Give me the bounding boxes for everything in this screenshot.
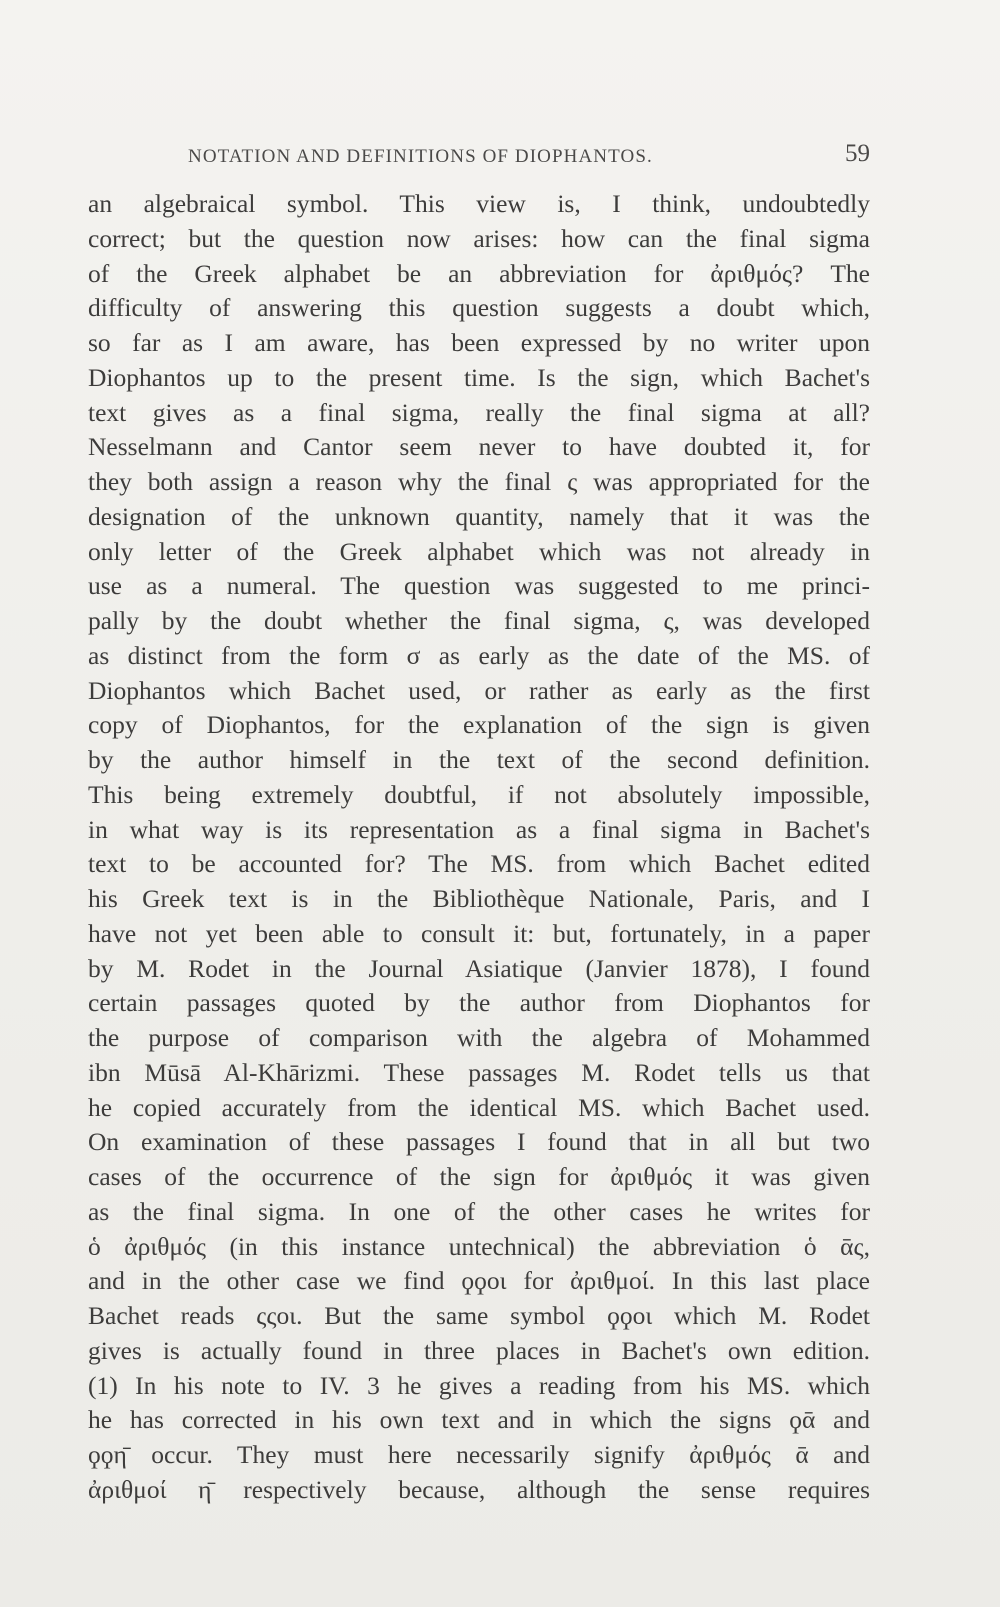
text-line: he has corrected in his own text and in which the signs ϙᾱ and <box>88 1405 870 1435</box>
body-text <box>88 187 870 1508</box>
text-line: by M. Rodet in the Journal Asiatique (Janvier 1878), I found <box>88 953 870 983</box>
text-line: cases of the occurrence of the sign for ἀριθμός it was given <box>88 1162 870 1191</box>
text-line: ibn Mūsā Al-Khārizmi. These passages M. Rodet tells us that <box>88 1057 870 1087</box>
text-line: ὁ ἀριθμός (in this instance untechnical) the abbreviation ὁ ᾱς, <box>88 1231 870 1261</box>
text-line: correct; but the question now arises: how can the final sigma <box>88 223 870 253</box>
text-line: the purpose of comparison with the algebra of Mohammed <box>88 1023 870 1052</box>
text-line: difficulty of answering this question suggests a doubt which, <box>88 293 870 323</box>
text-line: designation of the unknown quantity, namely that it was the <box>88 501 870 531</box>
text-line: by the author himself in the text of the second definition. <box>88 745 870 774</box>
text-line: This being extremely doubtful, if not absolutely impossible, <box>88 779 870 809</box>
text-line: he copied accurately from the identical MS. which Bachet used. <box>88 1092 870 1122</box>
text-line: they both assign a reason why the final ς was appropriated for the <box>88 467 870 496</box>
page-header <box>88 140 870 170</box>
text-line: have not yet been able to consult it: but, fortunately, in a paper <box>88 918 870 948</box>
text-line: so far as I am aware, has been expressed by no writer upon <box>88 328 870 357</box>
running-head: NOTATION AND DEFINITIONS OF DIOPHANTOS. <box>188 146 653 167</box>
text-line: as distinct from the form σ as early as the date of the MS. of <box>88 640 870 670</box>
text-line: gives is actually found in three places in Bachet's own edition. <box>88 1335 870 1365</box>
text-line: Diophantos which Bachet used, or rather as early as the first <box>88 675 870 705</box>
text-line: only letter of the Greek alphabet which was not already in <box>88 536 870 566</box>
text-line: ϙϙη̄ occur. They must here necessarily signify ἀριθμός ᾱ and <box>88 1440 870 1469</box>
text-line: copy of Diophantos, for the explanation of the sign is given <box>88 710 870 740</box>
text-line: certain passages quoted by the author from Diophantos for <box>88 988 870 1018</box>
text-line: ἀριθμοί η̄ respectively because, although the sense requires <box>88 1474 870 1504</box>
text-line: Nesselmann and Cantor seem never to have doubted it, for <box>88 432 870 462</box>
text-line: text to be accounted for? The MS. from which Bachet edited <box>88 849 870 879</box>
text-line: in what way is its representation as a final sigma in Bachet's <box>88 814 870 844</box>
text-line: as the final sigma. In one of the other cases he writes for <box>88 1196 870 1226</box>
text-line: use as a numeral. The question was suggested to me princi- <box>88 571 870 601</box>
text-line: On examination of these passages I found that in all but two <box>88 1127 870 1157</box>
text-line: text gives as a final sigma, really the final sigma at all? <box>88 397 870 427</box>
text-line: pally by the doubt whether the final sigma, ς, was developed <box>88 606 870 635</box>
page-number: 59 <box>845 140 870 167</box>
text-line: Diophantos up to the present time. Is the sign, which Bachet's <box>88 362 870 392</box>
text-line: his Greek text is in the Bibliothèque Nationale, Paris, and I <box>88 884 870 913</box>
text-line: and in the other case we find ϙϙοι for ἀριθμοί. In this last place <box>88 1266 870 1296</box>
text-line: an algebraical symbol. This view is, I think, undoubtedly <box>88 189 870 218</box>
text-line: of the Greek alphabet be an abbreviation for ἀριθμός? The <box>88 258 870 288</box>
text-line: (1) In his note to IV. 3 he gives a reading from his MS. which <box>88 1370 870 1400</box>
text-line: Bachet reads ςςοι. But the same symbol ϙϙοι which M. Rodet <box>88 1301 870 1330</box>
